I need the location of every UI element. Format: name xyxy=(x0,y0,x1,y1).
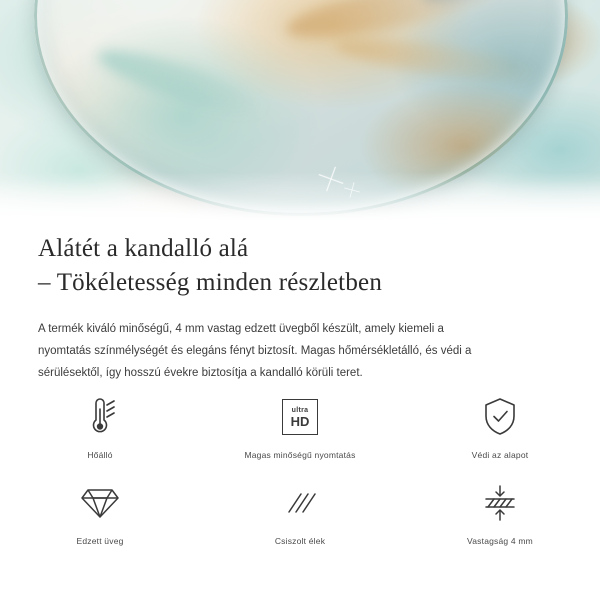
feature-item-protects-surface xyxy=(400,394,600,460)
text-content xyxy=(0,232,600,384)
feature-item-polished-edges xyxy=(200,480,400,546)
hero-image xyxy=(0,0,600,232)
feature-label: Védi az alapot xyxy=(471,450,529,460)
feature-item-tempered-glass xyxy=(0,480,200,546)
ultra-hd-badge-top: ultra xyxy=(291,406,309,414)
feature-label: Vastagság 4 mm xyxy=(467,536,533,546)
headline-line-2: – Tökéletesség minden részletben xyxy=(38,269,383,296)
ultra-hd-badge-bottom: HD xyxy=(290,413,310,429)
feature-label: Magas minőségű nyomtatás xyxy=(244,450,356,460)
headline-line-1: Alátét a kandalló alá xyxy=(38,235,249,262)
feature-item-thickness xyxy=(400,480,600,546)
thickness-icon xyxy=(480,480,520,526)
feature-item-print-quality xyxy=(200,394,400,460)
feature-label: Csiszolt élek xyxy=(274,536,326,546)
page-title xyxy=(0,232,600,300)
ultra-hd-icon xyxy=(282,394,318,440)
feature-item-heat-resistant xyxy=(0,394,200,460)
thermometer-icon xyxy=(83,394,117,440)
feature-label: Hőálló xyxy=(87,450,113,460)
description-paragraph: A termék kiváló minőségű, 4 mm vastag edzett üvegből készült, amely kiemeli a nyomtatás színmélységét és elegáns fényt biztosít. Magas hőmérsékletálló, és védi a sérülésektől, így hosszú évekre biztosítja a kandalló körüli teret. xyxy=(38,323,472,379)
diamond-icon xyxy=(80,480,120,526)
feature-label: Edzett üveg xyxy=(76,536,124,546)
polished-edges-icon xyxy=(281,480,319,526)
shield-check-icon xyxy=(482,394,518,440)
hero-fade-overlay xyxy=(0,172,600,232)
feature-grid xyxy=(0,394,600,546)
ultra-hd-badge xyxy=(282,399,318,435)
